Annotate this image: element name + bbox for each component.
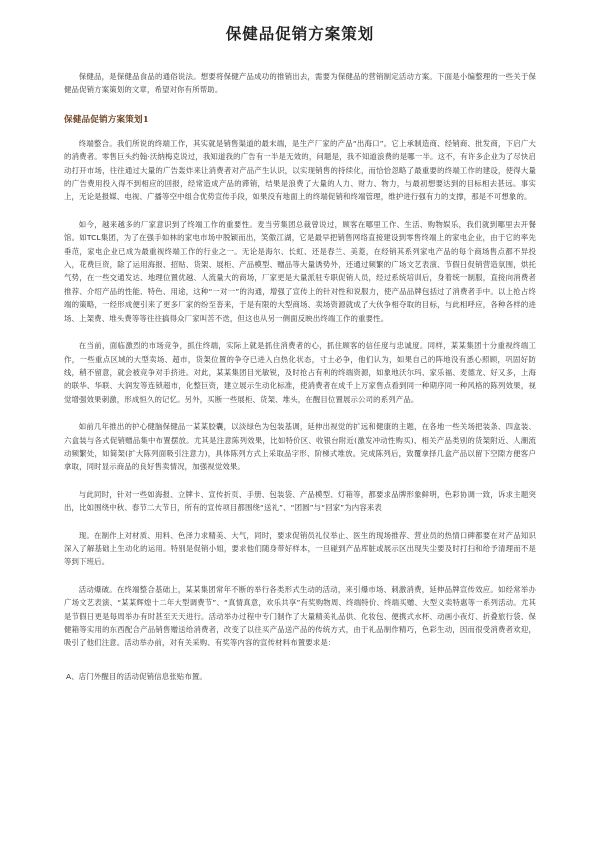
body-paragraph: 现。在制作上对材质、用料、色泽力求精美、大气，同时，要求促销员礼仪举止、医生的现场推荐、营业员的热情口碑都要在对产品知识深入了解基础上生动化的运用。特别是促销小姐，要求他们随身带好样本，一旦碰到产品库脏或展示区出现失尘要及时打扫和给予清理而不是等到下班后。 <box>64 530 536 567</box>
body-paragraph: 与此同时，针对一些如海报、立牌卡、宣传折页、手册、包装袋、产品模型、灯箱等，都要求品牌形象鲜明，色彩协调一致，诉求主题突出，比如围绕中秋、春节二大节日，所有的宣传项目都围绕“送礼”、“团圆”与“回家”为内容来表 <box>64 489 536 513</box>
section-heading: 保健品促销方案策划1 <box>64 114 149 125</box>
body-paragraph: 在当前，面临激烈的市场竞争，抓住终端，实际上就是抓住消费者的心，抓住顾客的信任度与忠诚度。同样，某某集团十分重视终端工作，一些重点区域的大型卖场、超市，货架位置的争夺已进入白热化状态，寸土必争，他们认为，如果自己的阵地没有悉心照顾，巩固好防线，稍不留意，就会被竞争对手挤进。对此，某某集团目光敏锐，及时抢占有利的终端资源，如象地沃尔玛、家乐福、麦德龙、好又多，上海的联华、华联、大润发等连锁超市，化整巨资，建立展示生动化标准，使消费者在成千上万家售点看到同一种期序同一种风格的陈列效果，视觉增强效果刺激，形成恒久的记忆。另外，买断一些展柜、货架、堆头，在醒目位置展示公司的系列产品。 <box>64 341 536 404</box>
body-paragraph: 活动爆破。在终端整合基础上，某某集团常年不断的举行各类形式生动的活动，来引爆市场、刺激消费，延伸品牌宣传效应。如经常举办广场文艺表演、“某某辉煌十二年大型调费节”、“真情真意，欢乐共享”有奖购物周、终端特价、终端买赠、大型义卖特惠等一系列活动。尤其是节假日更是每周举办有时甚至天天进行。活动举办过程中专门制作了大量精美礼品供、化妆包、便携式水杯、动画小夜灯、折叠旅行袋、保健箱等实用的东西配合产品销售赠送给消费者，改变了以往买产品送产品的传统方式，由于礼品制作精巧，色彩生动，因而很受消费者欢迎，吸引了他们注意。活动举办前，对有关采购、有奖等内容的宣传材料布置要求是： <box>64 584 536 648</box>
body-paragraph: 终端整合。我们所说的终端工作，其实就是销售渠道的最末端，是生产厂家的产品“出海口”。它上承制造商、经销商、批发商，下启广大的消费者。零售巨头约翰·沃纳梅克说过，我知道我的广告有一半是无效的，问题是，我不知道浪费的是哪一半。这不，有许多企业为了尽快启动打开市场，往往通过大量的广告轰炸来让消费者对产品产生认识，以实现销售的持续化，而恰恰忽略了最重要的终端工作的建设，使得大量的广告费用投入得不到相应的回报，经常造成产品的滞销，结果是浪费了大量的人力、财力、物力，与最初想要达到的目标相去甚远。事实上，无论是报媒、电视、广播等空中组合优势宣传手段，如果没有地面上的终端促销和终端管理，维护进行强有力的支撑，那是不可想象的。 <box>64 138 536 202</box>
body-paragraph: 如前几年推出的护心健脑保健品一某某胶囊，以淡绿色为包装基调，延伸出视觉的扩远和健康的主题，在各地一些关场把装条、四盒装、六盒装与各式促销赠品集中布置摆放。尤其是注意陈列效果，比如特价区、收银台附近(激发冲动性购买)、相关产品类别的货架附近、人潮流动频繁处，如简架(扩大陈列面吸引注意力)，具体陈列方式上采取品字形、阶梯式堆放。完成陈列后，致覆拿择几盒产品以留下空隙方便客户拿取，同时显示商品的良好售卖情况，加强视觉效果。 <box>64 422 536 472</box>
list-item: A、店门外醒目的活动促销信息张贴布置。 <box>66 671 207 681</box>
intro-paragraph: 保健品，是保健品食品的通俗说法。想要将保健产品成功的推销出去，需要为保健品的营销制定活动方案。下面是小编整理的一些关于保健品促销方案策划的文章，希望对你有所帮助。 <box>64 72 536 95</box>
body-paragraph: 如今，越来越多的厂家意识到了终端工作的重要性。麦当劳集团总裁曾说过，顾客在哪里工作、生活、购物娱乐，我们就到哪里去开餐馆。如TCL集团，为了在强手如林的家电市场中脱颖而出，笑傲江湖，它是最早把销售网络直接建设到零售终端上的家电企业，由于它的率先垂范，家电企业已成为最重视终端工作的行业之一。无论是海尔、长虹、还是春兰、美菱，在经销其系列家电产品的每个商场售点都不异投入，花费巨资，除了运用海报、招贴、货架、展柜、产品模型、赠品等大量诱势外，还通过频繁的广场文艺表演、节假日促销营造氛围，烘托气势，在一些交通发达、地理位置优越、人流量大的商场，厂家更是大量派驻专职促销人员，经过系统培训后，身着统一制服，直接向消费者推荐、介绍产品的性能、特色、用途，这种“一对一”的沟通，增强了宣传上的针对性和说服力，使产品品牌包括过了消费者手中。以上抢占终端的策略，一经形成便引来了更多厂家的纷至沓来，于是有限的大型商场、卖场资源就成了大伙争相夺取的目标，与此相呼应，各种各样的进场、上架费、堆头费等等往往搞得众厂家叫苦不迭，但这也从另一侧面反映出终端工作的重要性。 <box>64 219 536 323</box>
page-title: 保健品促销方案策划 <box>225 25 375 43</box>
